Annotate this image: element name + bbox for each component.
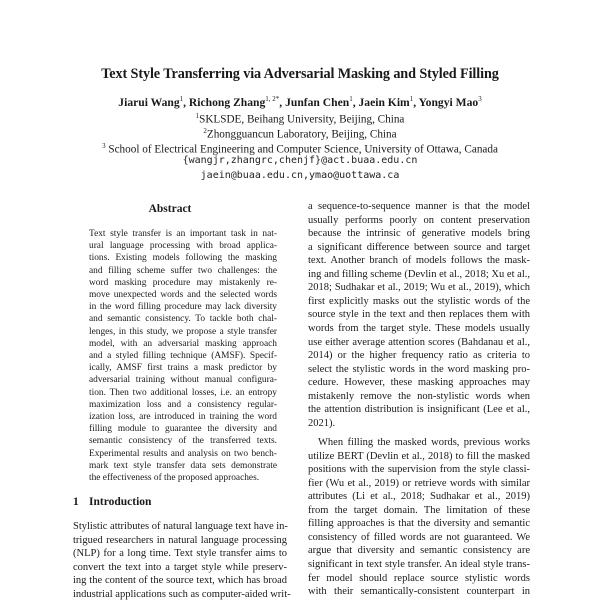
text-line: trigued researchers in natural language processing (73, 534, 287, 546)
text-line: tions. Existing models following the masking (89, 253, 277, 264)
email-line: jaein@buaa.edu.cn,ymao@uottawa.ca (200, 170, 400, 181)
author-affiliation-mark: 1 (349, 95, 353, 103)
text-line: because the intrinsic of generative models bring (308, 228, 530, 240)
text-line: mark text style transfer data sets demonstrate (89, 460, 277, 471)
text-line: move unexpected words and the selected words (89, 290, 277, 300)
text-line: semantic consistency of the transferred texts. (89, 436, 277, 447)
affiliation-text: School of Electrical Engineering and Computer Science, University of Ottawa, Canada (105, 143, 498, 156)
text-line: ing the content of the source text, which has broad (73, 575, 287, 587)
affiliation-mark: 3 (102, 142, 106, 150)
text-line: tion. Then two additional losses, i.e. an entropy (89, 387, 277, 398)
text-line: words from the target style. These models usually (308, 322, 530, 334)
text-line: utilize BERT (Devlin et al., 2018) to fill the masked (308, 450, 530, 462)
text-line: 2014) or the higher frequency ratio as criteria to (308, 350, 530, 362)
text-line: ing and filling scheme (Devlin et al., 2018; Xu et al., (308, 268, 530, 280)
text-line: filling module to guarantee the diversity and (89, 424, 277, 435)
text-line: fier (Wu et al., 2019) or retrieve words with similar (308, 477, 530, 489)
author-name: Jiarui Wang (118, 95, 180, 109)
affiliation-mark: 2 (203, 127, 207, 135)
text-line: text. Another branch of models follows the mask- (308, 255, 530, 267)
author-list: Jiarui Wang$^1$, Richong Zhang$^{1, 2*}$, Junfan Chen$^1$, Jaein Kim$^1$, Yongyi Mao$^3$ (118, 95, 482, 109)
text-line: argue that diversity and semantic consistency are (308, 545, 530, 557)
affiliation-mark: 1 (195, 112, 200, 120)
text-line: Stylistic attributes of natural language text have in- (73, 521, 288, 532)
text-line: use either average attention scores (Bahdanau et al., (308, 336, 530, 348)
author-name: Jaein Kim (358, 95, 410, 109)
text-line: significant in text style transfer. An ideal style trans- (308, 558, 530, 570)
text-line: and semantic consistency. To tackle both chal- (89, 314, 277, 325)
text-line: consistency of filled words are not guaranteed. We (308, 531, 530, 543)
text-line: ically, AMSF first trains a mask predictor by (89, 363, 277, 374)
text-line: industrial applications such as computer-aided writ- (73, 589, 291, 600)
email-line: {wangjr,zhangrc,chenjf}@act.buaa.edu.cn (182, 155, 418, 166)
author-affiliation-mark: 1 (409, 95, 414, 103)
text-line: positions with the supervision from the style classi- (308, 464, 530, 476)
text-line: and a styled filling technique (AMSF). Specif- (89, 351, 277, 361)
author-affiliation-mark: 3 (478, 95, 482, 103)
text-line: Text style transfer is an important task in nat- (89, 229, 277, 239)
text-line: adversarial training without manual configura- (89, 375, 277, 386)
author-affiliation-mark: 1, 2* (265, 95, 280, 103)
text-line: 2021). (308, 417, 336, 429)
text-line: usually performs poorly on content preservation (308, 214, 530, 226)
text-line: ization loss, are introduced in training the word (89, 412, 277, 422)
author-name: Junfan Chen (285, 95, 350, 109)
text-line: with their semantically-consistent counterpart in (308, 586, 530, 598)
text-line: 2018; Sudhakar et al., 2019; Wu et al., 2019), which (308, 282, 530, 294)
text-line: a sequence-to-sequence manner is that the model (308, 201, 530, 212)
text-line: source style in the text and then replaces them with (308, 309, 530, 321)
section-title: Introduction (89, 496, 152, 508)
text-line: the effectiveness of the proposed approaches. (89, 473, 260, 483)
text-line: When filling the masked words, previous works (318, 437, 530, 448)
text-line: maximization loss and a consistency regular- (89, 399, 277, 410)
text-line: first explicitly masks out the stylistic words of the (308, 295, 530, 307)
author-affiliation-mark: 1 (179, 95, 184, 103)
text-line: convert the text into a target style while preserv- (73, 561, 287, 573)
section-number: 1 (73, 496, 79, 508)
text-line: (NLP) for a long time. Text style transfer aims to (73, 548, 287, 560)
text-line: attributes (Li et al., 2018; Sudhakar et al., 2019) (308, 491, 530, 503)
text-line: lenges, in this study, we propose a style transfer (89, 326, 277, 337)
text-line: word masking procedure may mistakenly re- (89, 277, 277, 288)
text-line: mistakenly remove the non-stylistic words when (308, 390, 530, 402)
text-line: model, with an adversarial masking approach (89, 338, 277, 349)
paper-title: Text Style Transferring via Adversarial Masking and Styled Filling (101, 66, 499, 82)
text-line: and filling scheme suffer two challenges: the (89, 265, 277, 276)
text-line: the attention distribution is insignificant (Lee et al., (308, 404, 530, 416)
text-line: Experimental results and analysis on two bench- (89, 448, 277, 459)
affiliation-text: SKLSDE, Beihang University, Beijing, China (199, 113, 405, 126)
section-heading (73, 496, 151, 508)
text-line: fer model should replace source stylistic words (308, 572, 530, 584)
text-line: ural language processing with broad applica- (89, 241, 277, 252)
text-line: filling approaches is that the diversity and semantic (308, 518, 530, 530)
text-line: cedure. However, these masking approaches may (308, 377, 530, 389)
text-line: select the stylistic words in the word masking pro- (308, 363, 530, 375)
text-line: a significant difference between source and target (308, 241, 530, 253)
abstract-heading: Abstract (148, 203, 192, 215)
affiliation-text: Zhongguancun Laboratory, Beijing, China (206, 128, 397, 141)
author-name: Yongyi Mao (418, 95, 479, 109)
author-name: Richong Zhang (188, 95, 266, 109)
text-line: in the word filling procedure may lack diversity (89, 302, 277, 313)
text-line: from the target domain. The limitation of these (308, 504, 530, 516)
